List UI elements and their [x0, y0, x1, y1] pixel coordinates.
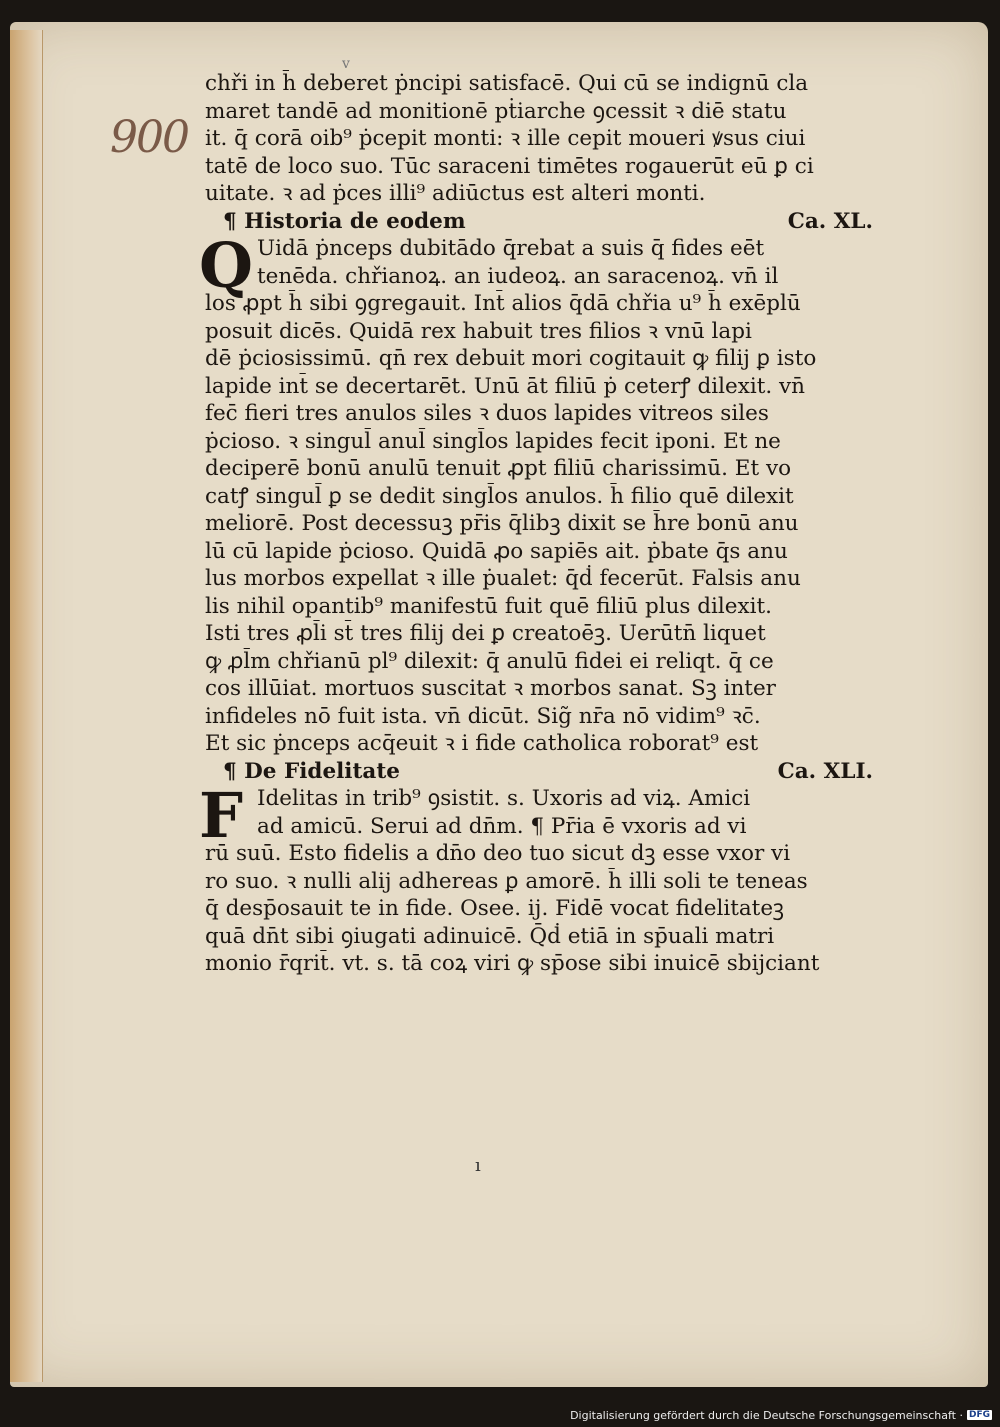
text-line: lapide int̄ se decertarēt. Unū āt filiū ṗ ceterꝭ dilexit. vn̄	[205, 373, 806, 399]
text-line: dē ṗciosissimū. qn̄ rex debuit mori cogitauit ꝙ filij ꝑ isto	[205, 346, 817, 371]
chapter-body-40	[199, 229, 875, 758]
text-line: ad amicū. Serui ad dn̄m. ¶ Pr̄ia ē vxoris ad vi	[257, 813, 747, 839]
text-line: meliorē. Post decessuꝫ pr̄is q̄libꝫ dixit se h̄re bonū anu	[205, 511, 799, 536]
handwritten-page-number	[110, 112, 205, 174]
page-tick-mark: ı	[475, 1155, 481, 1176]
text-line: posuit dicēs. Quidā rex habuit tres filios ꝛ vnū lapi	[205, 318, 752, 344]
text-line: rū suū. Esto fidelis a dn̄o deo tuo sicut dꝫ esse vxor vi	[205, 841, 791, 866]
chapter-heading-40	[205, 208, 875, 236]
text-line: lus morbos expellat ꝛ ille ṗualet: q̄ḋ fecerūt. Falsis anu	[205, 566, 801, 591]
text-line: tenēda. chřianoꝝ. an iudeoꝝ. an saracenoꝝ. vn̄ il	[257, 263, 779, 289]
text-line: ro suo. ꝛ nulli alij adhereas ꝑ amorē. h̄ illi soli te teneas	[205, 868, 808, 894]
text-line: lū cū lapide ṗcioso. Quidā ꝓo sapiēs ait. ṗbate q̄s anu	[205, 538, 788, 564]
text-line: monio r̄qrit̄. vt. s. tā coꝝ viri ꝙ sp̄ose sibi inuicē sbijciant	[205, 951, 820, 976]
text-line: infideles nō fuit ista. vn̄ dicūt. Sig̃ nr̄a nō vidim⁹ ꝛc̄.	[205, 703, 761, 729]
text-line: quā dn̄t sibi ꝯiugati adinuicē. Q̄ḋ etiā in sp̄uali matri	[205, 923, 775, 949]
chapter-number: Ca. XL.	[787, 208, 873, 234]
text-line: Et sic ṗnceps acq̄euit ꝛ i fide catholica roborat⁹ est	[205, 731, 759, 756]
text-line: chři in h̄ deberet ṗncipi satisfacē. Qui cū se indignū cla	[205, 71, 809, 96]
folio-mark: v	[342, 56, 350, 72]
text-line: q̄ desp̄osauit te in fide. Osee. ij. Fidē vocat fidelitateꝫ	[205, 896, 785, 921]
text-line: tatē de loco suo. Tūc saraceni timētes rogauerūt eū ꝑ ci	[205, 153, 814, 179]
chapter-title: ¶ De Fidelitate	[223, 758, 400, 784]
text-line: it. q̄ corā oib⁹ ṗcepit monti: ꝛ ille cepit moueri ꝟsus ciui	[205, 126, 806, 151]
text-line: fec̄ fieri tres anulos siles ꝛ duos lapides vitreos siles	[205, 401, 769, 426]
text-line: los ꝓpt h̄ sibi ꝯgregauit. Int̄ alios q̄dā chřia u⁹ h̄ exēplū	[205, 291, 801, 316]
text-line: Uidā ṗnceps dubitādo q̄rebat a suis q̄ fides eēt	[257, 236, 765, 261]
chapter-title: ¶ Historia de eodem	[223, 208, 466, 234]
book-spine-edge	[10, 30, 43, 1382]
chapter-number: Ca. XLI.	[777, 758, 873, 784]
chapter-heading-41	[205, 758, 875, 786]
handwritten-number-text: 900	[110, 112, 188, 163]
text-line: ꝙ ꝓl̄m chřianū pl⁹ dilexit: q̄ anulū fidei ei reliqt. q̄ ce	[205, 648, 774, 674]
text-line: deciperē bonū anulū tenuit ꝓpt filiū charissimū. Et vo	[205, 456, 792, 481]
text-line: ṗcioso. ꝛ singul̄ anul̄ singl̄os lapides fecit iponi. Et ne	[205, 428, 781, 454]
drop-capital: F	[199, 779, 244, 852]
text-line: uitate. ꝛ ad ṗces illi⁹ adiūctus est alteri monti.	[205, 181, 706, 206]
text-line: cos illūiat. mortuos suscitat ꝛ morbos sanat. Sꝫ inter	[205, 676, 776, 701]
digitization-footer	[570, 1407, 992, 1423]
chapter-body-41	[199, 779, 875, 978]
text-block	[199, 70, 875, 978]
footer-credit: Digitalisierung gefördert durch die Deutsche Forschungsgemeinschaft ·	[570, 1408, 963, 1422]
text-line: Isti tres ꝓl̄i st̄ tres filij dei ꝑ creatoēꝫ. Uerūtn̄ liquet	[205, 621, 766, 646]
dfg-logo: DFG	[968, 1410, 990, 1420]
section-continuation	[205, 70, 875, 208]
text-line: maret tandē ad monitionē pṫiarche ꝯcessit ꝛ diē statu	[205, 98, 787, 124]
text-line: catꝭ singul̄ ꝑ se dedit singl̄os anulos. h̄ filio quē dilexit	[205, 483, 794, 509]
drop-capital: Q	[199, 229, 254, 302]
text-line: lis nihil opantib⁹ manifestū fuit quē filiū plus dilexit.	[205, 593, 773, 619]
text-line: Idelitas in trib⁹ ꝯsistit. s. Uxoris ad viꝝ. Amici	[257, 786, 751, 811]
